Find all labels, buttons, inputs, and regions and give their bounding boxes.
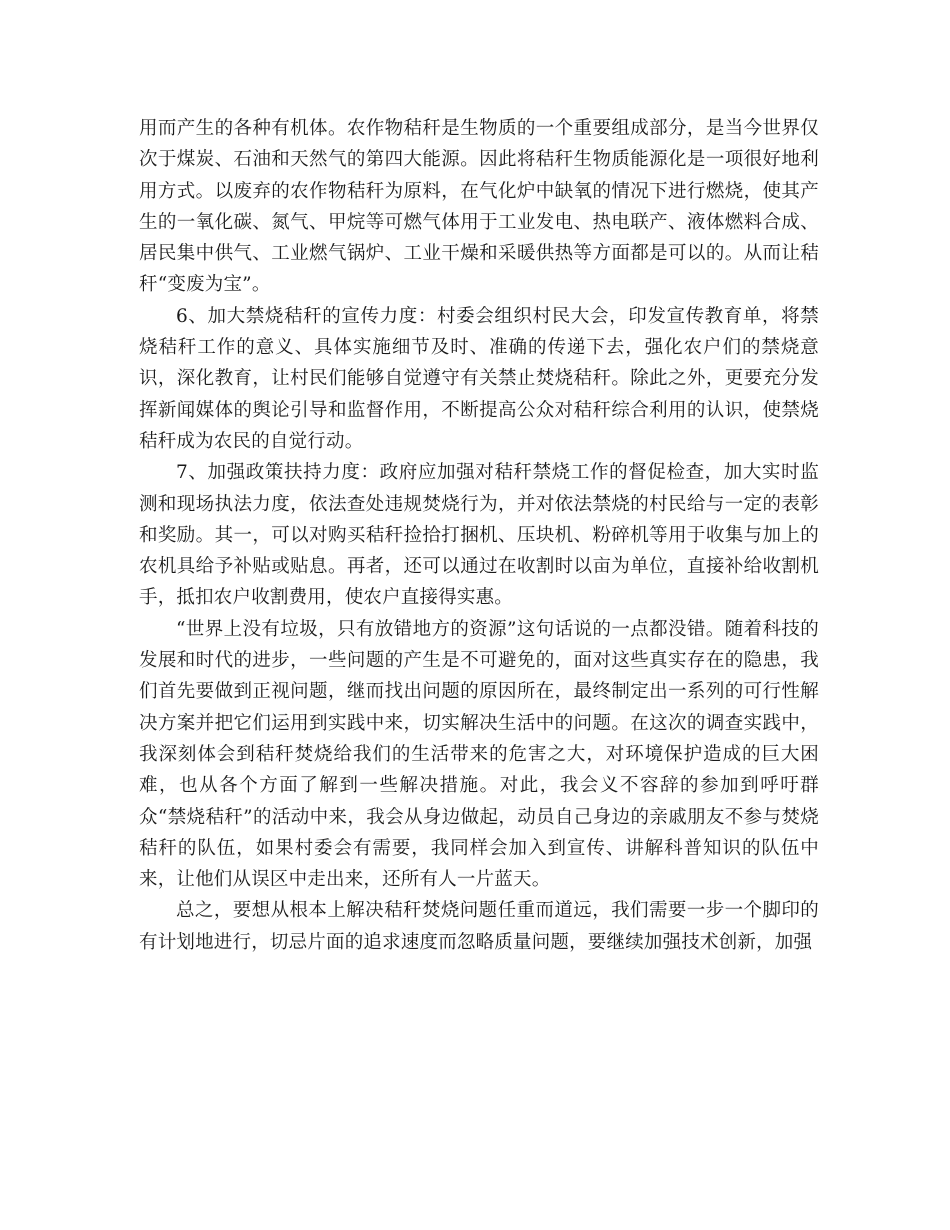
paragraph-7-policy-support: 7、加强政策扶持力度：政府应加强对秸秆禁烧工作的督促检查，加大实时监测和现场执法力度，依法查处违规焚烧行为，并对依法禁烧的村民给与一定的表彰和奖励。其一，可以对购买秸秆捡拾打捆机、压块机、粉碎机等用于收集与加上的农机具给予补贴或贴息。再者，还可以通过在收割时以亩为单位，直接补给收割机手，抵扣农户收割费用，使农户直接得实惠。 bbox=[139, 462, 819, 609]
paragraph-reflection: “世界上没有垃圾，只有放错地方的资源”这句话说的一点都没错。随着科技的发展和时代的进步，一些问题的产生是不可避免的，面对这些真实存在的隐患，我们首先要做到正视问题，继而找出问题的原因所在，最终制定出一系列的可行性解决方案并把它们运用到实践中来，切实解决生活中的问题。在这次的调查实践中，我深刻体会到秸秆焚烧给我们的生活带来的危害之大，对环境保护造成的巨大困难，也从各个方面了解到一些解决措施。对此，我会义不容辞的参加到呼吁群众“禁烧秸秆”的活动中来，我会从身边做起，动员自己身边的亲戚朋友不参与焚烧秸秆的队伍，如果村委会有需要，我同样会加入到宣传、讲解科普知识的队伍中来，让他们从误区中走出来，还所有人一片蓝天。 bbox=[139, 618, 819, 891]
paragraph-6-publicity: 6、加大禁烧秸秆的宣传力度：村委会组织村民大会，印发宣传教育单，将禁烧秸秆工作的意义、具体实施细节及时、准确的传递下去，强化农户们的禁烧意识，深化教育，让村民们能够自觉遵守有关禁止焚烧秸秆。除此之外，更要充分发挥新闻媒体的舆论引导和监督作用，不断提高公众对秸秆综合利用的认识，使禁烧秸秆成为农民的自觉行动。 bbox=[139, 305, 819, 452]
paragraph-continuation: 用而产生的各种有机体。农作物秸秆是生物质的一个重要组成部分，是当今世界仅次于煤炭、石油和天然气的第四大能源。因此将秸秆生物质能源化是一项很好地利用方式。以废弃的农作物秸秆为原料，在气化炉中缺氧的情况下进行燃烧，使其产生的一氧化碳、氮气、甲烷等可燃气体用于工业发电、热电联产、液体燃料合成、居民集中供气、工业燃气锅炉、工业干燥和采暖供热等方面都是可以的。从而让秸秆“变废为宝”。 bbox=[139, 118, 819, 296]
body-text bbox=[139, 113, 819, 958]
paragraph-conclusion: 总之，要想从根本上解决秸秆焚烧问题任重而道远，我们需要一步一个脚印的有计划地进行，切忌片面的追求速度而忽略质量问题，要继续加强技术创新，加强 bbox=[139, 900, 819, 953]
